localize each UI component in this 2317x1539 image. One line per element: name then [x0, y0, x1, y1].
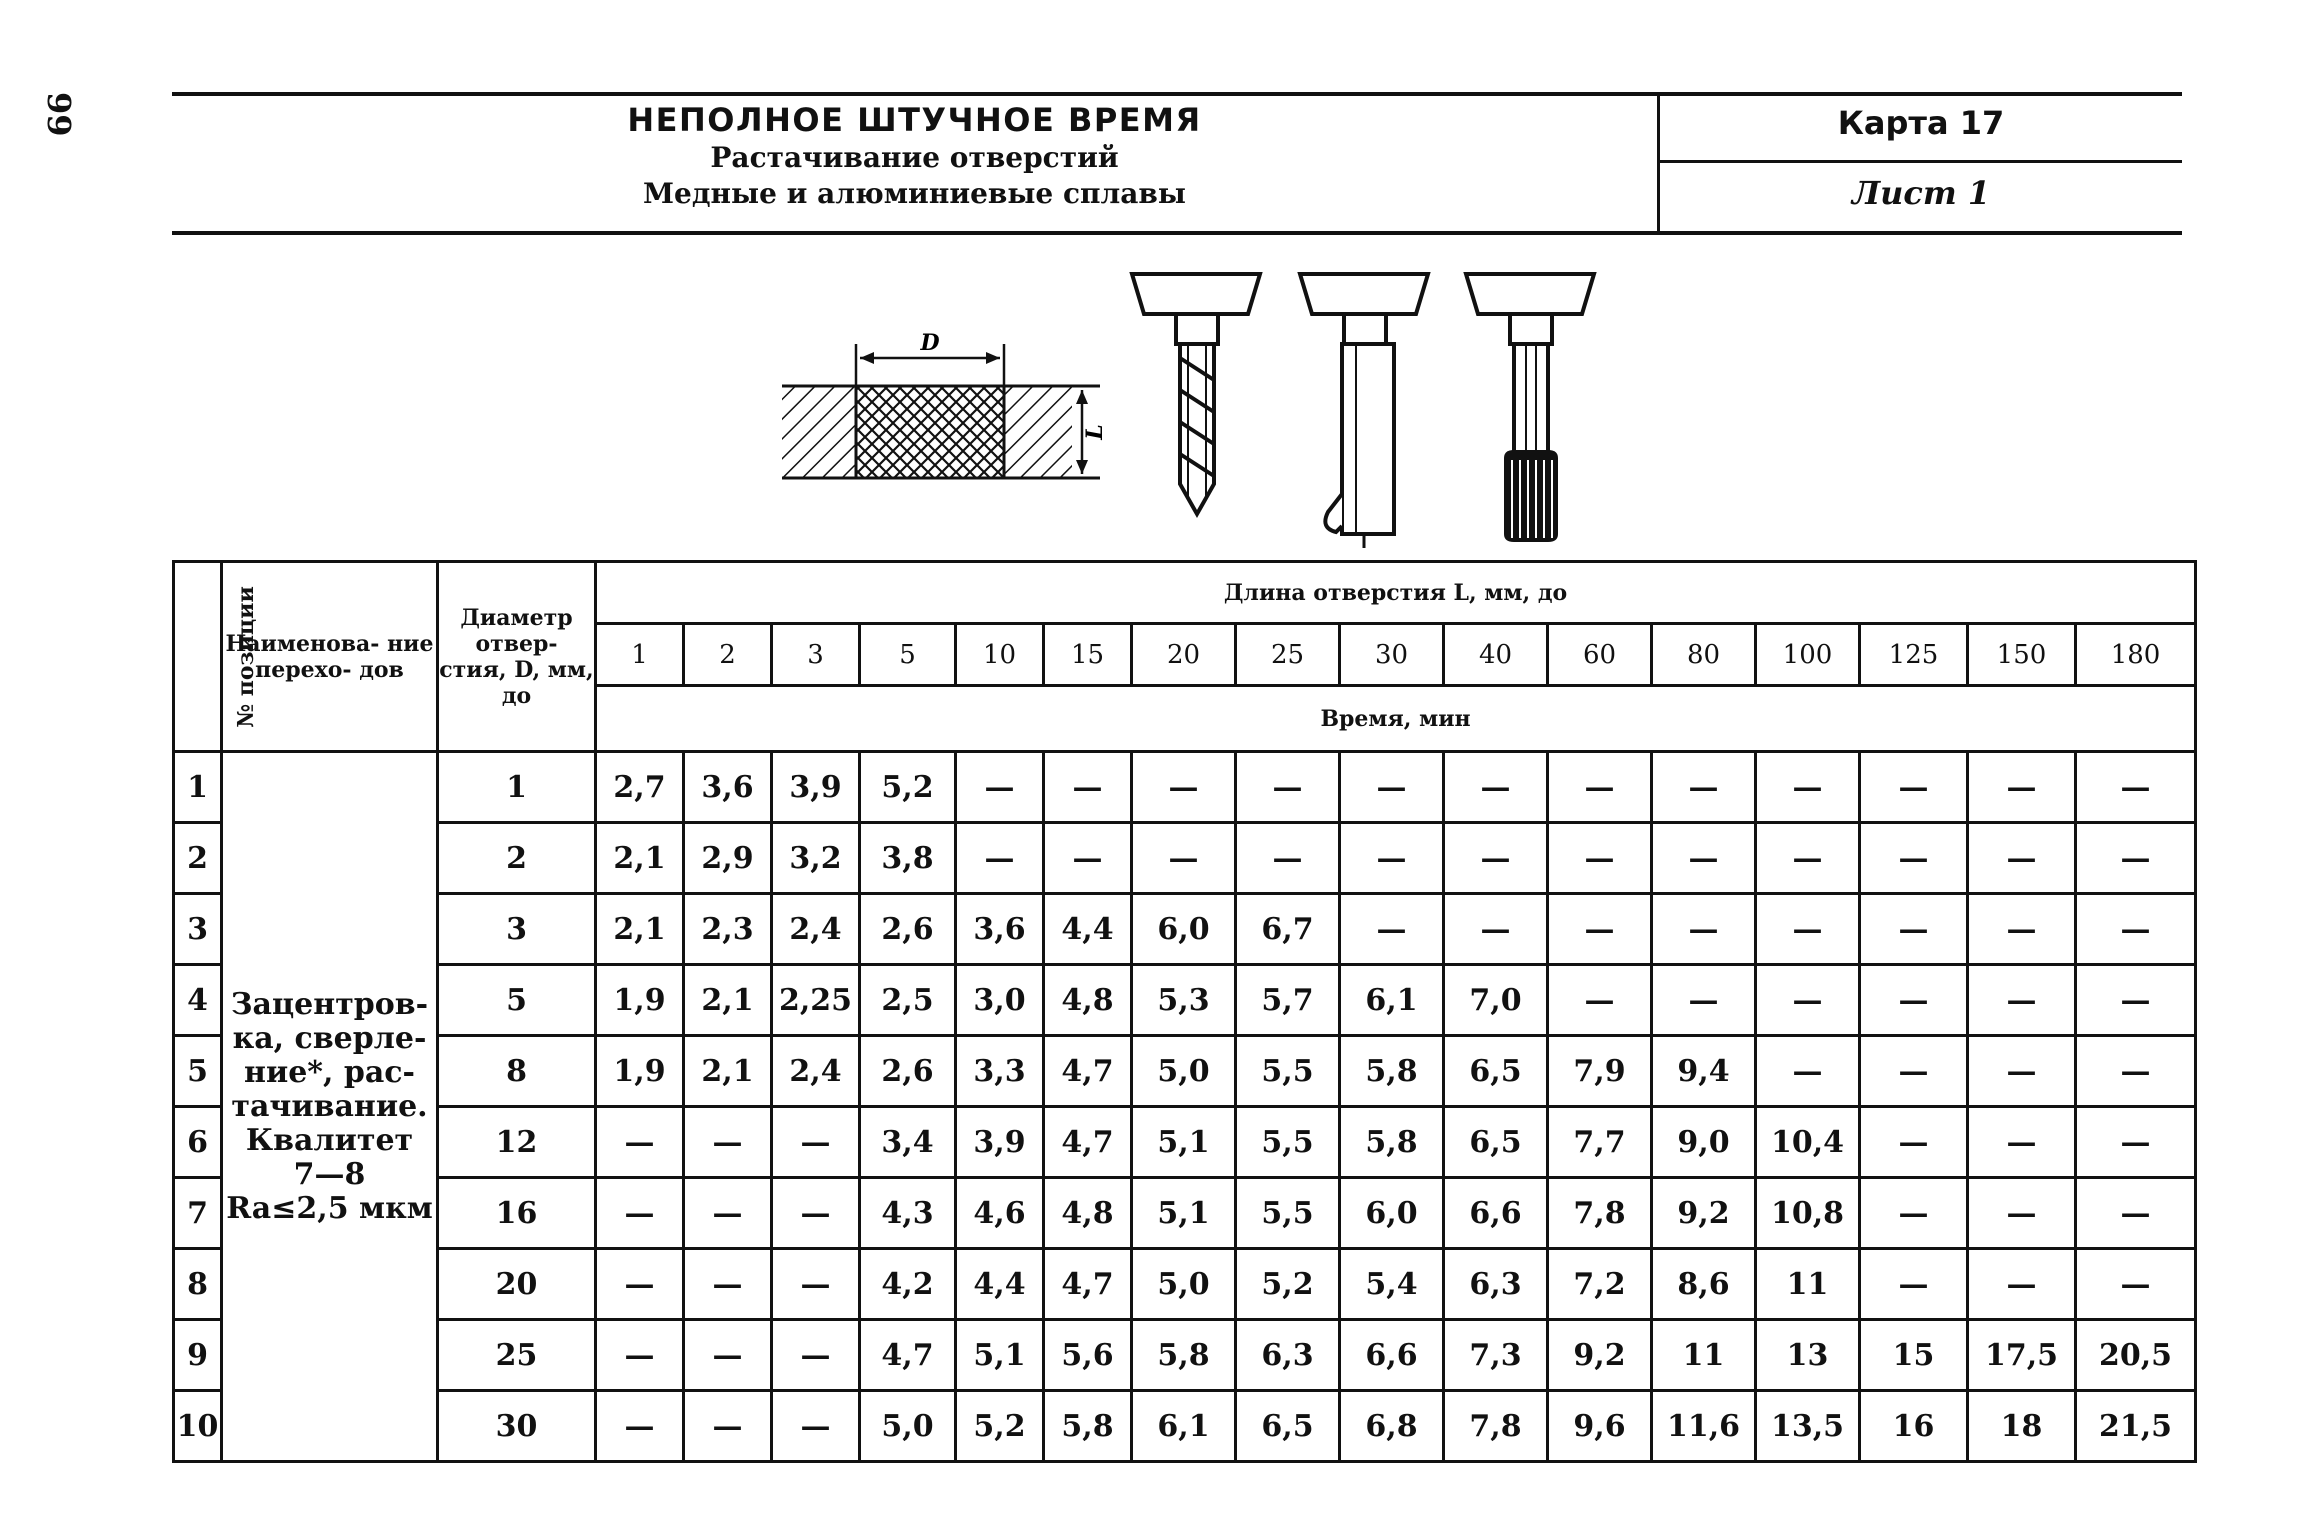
- operation-name-line: 7—8: [293, 1156, 366, 1192]
- time-value-cell: —: [1756, 1036, 1860, 1107]
- time-value-cell: 3,3: [956, 1036, 1044, 1107]
- time-value-cell: —: [1968, 1249, 2076, 1320]
- time-value-cell: 5,5: [1236, 1107, 1340, 1178]
- time-value-cell: 2,9: [684, 823, 772, 894]
- page-number: 99: [40, 92, 78, 137]
- time-value-cell: 2,6: [860, 1036, 956, 1107]
- time-value-cell: —: [2076, 894, 2196, 965]
- time-value-cell: 5,8: [1132, 1320, 1236, 1391]
- time-value-cell: 6,5: [1236, 1391, 1340, 1462]
- position-cell: 2: [174, 823, 222, 894]
- time-value-cell: 5,8: [1044, 1391, 1132, 1462]
- time-value-cell: 3,2: [772, 823, 860, 894]
- time-value-cell: —: [1236, 752, 1340, 823]
- time-value-cell: —: [1652, 823, 1756, 894]
- diameter-column-header: Диаметр отвер- стия, D, мм, до: [438, 562, 596, 752]
- header-title-block: [172, 100, 1657, 212]
- time-value-cell: 9,0: [1652, 1107, 1756, 1178]
- time-value-cell: 6,5: [1444, 1107, 1548, 1178]
- time-value-cell: 5,2: [1236, 1249, 1340, 1320]
- time-value-cell: 11: [1756, 1249, 1860, 1320]
- time-value-cell: —: [1132, 823, 1236, 894]
- length-header-cell: 60: [1548, 624, 1652, 686]
- time-value-cell: —: [596, 1249, 684, 1320]
- time-value-cell: —: [684, 1320, 772, 1391]
- time-value-cell: 6,5: [1444, 1036, 1548, 1107]
- diameter-cell: 1: [438, 752, 596, 823]
- time-value-cell: 4,7: [1044, 1249, 1132, 1320]
- time-value-cell: —: [1340, 823, 1444, 894]
- length-header-cell: 2: [684, 624, 772, 686]
- operation-name-cell: [222, 752, 438, 1462]
- time-value-cell: —: [1548, 823, 1652, 894]
- operation-name-line: Квалитет: [245, 1122, 414, 1158]
- time-value-cell: 13,5: [1756, 1391, 1860, 1462]
- time-value-cell: 6,0: [1340, 1178, 1444, 1249]
- table-body: [174, 752, 2196, 1462]
- time-value-cell: 7,9: [1548, 1036, 1652, 1107]
- diameter-cell: 2: [438, 823, 596, 894]
- header-bottom-rule: [172, 231, 2182, 235]
- dimension-l-label: L: [1082, 424, 1108, 440]
- operation-name-line: ние*, рас-: [243, 1054, 415, 1090]
- time-value-cell: —: [1548, 894, 1652, 965]
- time-value-cell: 5,6: [1044, 1320, 1132, 1391]
- diameter-cell: 25: [438, 1320, 596, 1391]
- position-cell: 7: [174, 1178, 222, 1249]
- length-header-cell: 20: [1132, 624, 1236, 686]
- time-value-cell: 1,9: [596, 965, 684, 1036]
- time-value-cell: —: [772, 1178, 860, 1249]
- time-value-cell: 2,1: [684, 1036, 772, 1107]
- time-value-cell: 7,8: [1444, 1391, 1548, 1462]
- time-value-cell: 2,6: [860, 894, 956, 965]
- time-value-cell: 3,9: [956, 1107, 1044, 1178]
- table-row: [174, 1036, 2196, 1107]
- card-number: Карта 17: [1837, 104, 2005, 142]
- position-cell: 4: [174, 965, 222, 1036]
- diameter-cell: 12: [438, 1107, 596, 1178]
- time-value-cell: —: [1132, 752, 1236, 823]
- time-value-cell: 9,6: [1548, 1391, 1652, 1462]
- time-value-cell: 2,3: [684, 894, 772, 965]
- time-value-cell: 9,2: [1548, 1320, 1652, 1391]
- operation-name-line: Зацентров-: [230, 986, 429, 1022]
- time-value-cell: —: [1756, 823, 1860, 894]
- time-value-cell: 2,1: [596, 823, 684, 894]
- time-value-cell: 3,6: [684, 752, 772, 823]
- time-value-cell: 13: [1756, 1320, 1860, 1391]
- workpiece-section: [782, 330, 1108, 478]
- length-header-cell: 150: [1968, 624, 2076, 686]
- table-row: [174, 965, 2196, 1036]
- diameter-cell: 5: [438, 965, 596, 1036]
- table-row: [174, 1391, 2196, 1462]
- table-row: [174, 1178, 2196, 1249]
- time-value-cell: 9,4: [1652, 1036, 1756, 1107]
- time-value-cell: —: [2076, 1107, 2196, 1178]
- time-value-cell: —: [1652, 752, 1756, 823]
- time-value-cell: 18: [1968, 1391, 2076, 1462]
- reamer-tool-icon: [1466, 274, 1594, 542]
- card-divider: [1660, 160, 2182, 163]
- length-header-cell: 100: [1756, 624, 1860, 686]
- time-value-cell: —: [1340, 752, 1444, 823]
- length-header-cell: 1: [596, 624, 684, 686]
- position-cell: 8: [174, 1249, 222, 1320]
- length-header-cell: 125: [1860, 624, 1968, 686]
- time-norms-table: [172, 560, 2197, 1463]
- time-value-cell: 21,5: [2076, 1391, 2196, 1462]
- position-cell: 6: [174, 1107, 222, 1178]
- time-value-cell: 7,3: [1444, 1320, 1548, 1391]
- time-value-cell: 4,8: [1044, 965, 1132, 1036]
- time-value-cell: 6,8: [1340, 1391, 1444, 1462]
- time-value-cell: 5,3: [1132, 965, 1236, 1036]
- time-value-cell: —: [1860, 752, 1968, 823]
- time-value-cell: —: [1756, 965, 1860, 1036]
- time-value-cell: 17,5: [1968, 1320, 2076, 1391]
- time-value-cell: —: [956, 823, 1044, 894]
- time-value-cell: 6,0: [1132, 894, 1236, 965]
- time-value-cell: —: [1860, 894, 1968, 965]
- time-value-cell: —: [684, 1107, 772, 1178]
- time-value-cell: —: [596, 1320, 684, 1391]
- time-value-cell: 6,3: [1444, 1249, 1548, 1320]
- time-value-cell: 5,8: [1340, 1036, 1444, 1107]
- operation-name-line: Ra≤2,5 мкм: [226, 1190, 433, 1226]
- length-header-cell: 40: [1444, 624, 1548, 686]
- time-value-cell: —: [1236, 823, 1340, 894]
- time-value-cell: 3,9: [772, 752, 860, 823]
- time-value-cell: —: [1548, 965, 1652, 1036]
- time-value-cell: —: [2076, 965, 2196, 1036]
- length-header-cell: 180: [2076, 624, 2196, 686]
- position-cell: 3: [174, 894, 222, 965]
- time-value-cell: —: [1756, 894, 1860, 965]
- time-value-cell: 5,0: [1132, 1036, 1236, 1107]
- time-value-cell: 5,0: [1132, 1249, 1236, 1320]
- time-value-cell: —: [772, 1391, 860, 1462]
- time-value-cell: —: [1444, 752, 1548, 823]
- time-value-cell: —: [772, 1107, 860, 1178]
- time-value-cell: 5,7: [1236, 965, 1340, 1036]
- time-value-cell: 4,7: [860, 1320, 956, 1391]
- time-value-cell: 2,1: [596, 894, 684, 965]
- page-subtitle-operation: Растачивание отверстий: [710, 141, 1119, 174]
- time-value-cell: 5,1: [1132, 1107, 1236, 1178]
- time-value-cell: —: [2076, 823, 2196, 894]
- drill-tool-icon: [1132, 274, 1260, 514]
- time-value-cell: —: [596, 1178, 684, 1249]
- boring-cutter-icon: [1300, 274, 1428, 548]
- time-value-cell: —: [1968, 965, 2076, 1036]
- time-value-cell: 11,6: [1652, 1391, 1756, 1462]
- time-value-cell: —: [1548, 752, 1652, 823]
- length-header-cell: 10: [956, 624, 1044, 686]
- time-value-cell: —: [1044, 752, 1132, 823]
- time-value-cell: 3,4: [860, 1107, 956, 1178]
- time-value-cell: 6,1: [1132, 1391, 1236, 1462]
- time-value-cell: 2,25: [772, 965, 860, 1036]
- time-value-cell: —: [1968, 752, 2076, 823]
- time-value-cell: 4,4: [956, 1249, 1044, 1320]
- diameter-cell: 8: [438, 1036, 596, 1107]
- time-value-cell: 20,5: [2076, 1320, 2196, 1391]
- time-value-cell: 5,2: [860, 752, 956, 823]
- time-value-cell: —: [1860, 965, 1968, 1036]
- time-value-cell: —: [1444, 823, 1548, 894]
- time-value-cell: 2,4: [772, 894, 860, 965]
- time-value-cell: —: [1444, 894, 1548, 965]
- operation-name-line: ка, сверле-: [232, 1020, 427, 1056]
- time-value-cell: 5,1: [956, 1320, 1044, 1391]
- time-value-cell: —: [1860, 823, 1968, 894]
- time-value-cell: —: [1044, 823, 1132, 894]
- time-value-cell: 4,6: [956, 1178, 1044, 1249]
- table-row: [174, 1320, 2196, 1391]
- time-value-cell: —: [772, 1249, 860, 1320]
- time-value-cell: 7,7: [1548, 1107, 1652, 1178]
- tool-illustrations: [760, 262, 1620, 552]
- time-value-cell: 4,8: [1044, 1178, 1132, 1249]
- time-value-cell: —: [2076, 1178, 2196, 1249]
- time-value-cell: 10,8: [1756, 1178, 1860, 1249]
- time-value-cell: 5,2: [956, 1391, 1044, 1462]
- time-value-cell: 4,3: [860, 1178, 956, 1249]
- time-value-cell: —: [2076, 752, 2196, 823]
- time-value-cell: —: [772, 1320, 860, 1391]
- dimension-d-label: D: [920, 330, 940, 356]
- time-value-cell: 15: [1860, 1320, 1968, 1391]
- time-value-cell: 6,6: [1340, 1320, 1444, 1391]
- table-row: [174, 752, 2196, 823]
- time-value-cell: —: [2076, 1036, 2196, 1107]
- time-value-cell: —: [596, 1107, 684, 1178]
- time-value-cell: 4,4: [1044, 894, 1132, 965]
- page-title: НЕПОЛНОЕ ШТУЧНОЕ ВРЕМЯ: [627, 101, 1202, 139]
- operation-name-line: тачивание.: [231, 1088, 428, 1124]
- time-value-cell: —: [1968, 823, 2076, 894]
- time-value-cell: —: [1968, 894, 2076, 965]
- time-value-cell: —: [596, 1391, 684, 1462]
- time-value-cell: —: [1756, 752, 1860, 823]
- time-value-cell: 11: [1652, 1320, 1756, 1391]
- time-value-cell: 8,6: [1652, 1249, 1756, 1320]
- time-value-cell: 4,7: [1044, 1036, 1132, 1107]
- table-row: [174, 894, 2196, 965]
- time-value-cell: 5,1: [1132, 1178, 1236, 1249]
- time-value-cell: 5,5: [1236, 1178, 1340, 1249]
- time-value-cell: 6,7: [1236, 894, 1340, 965]
- time-value-cell: 7,2: [1548, 1249, 1652, 1320]
- time-value-cell: —: [684, 1178, 772, 1249]
- table-row: [174, 1107, 2196, 1178]
- time-value-cell: —: [1968, 1036, 2076, 1107]
- time-value-cell: 3,8: [860, 823, 956, 894]
- time-value-cell: 4,2: [860, 1249, 956, 1320]
- position-cell: 5: [174, 1036, 222, 1107]
- diameter-cell: 30: [438, 1391, 596, 1462]
- time-value-cell: —: [1968, 1107, 2076, 1178]
- diameter-cell: 16: [438, 1178, 596, 1249]
- time-value-cell: 9,2: [1652, 1178, 1756, 1249]
- time-value-cell: —: [1860, 1249, 1968, 1320]
- time-value-cell: —: [1340, 894, 1444, 965]
- time-value-cell: 6,1: [1340, 965, 1444, 1036]
- time-value-cell: 7,0: [1444, 965, 1548, 1036]
- time-value-cell: —: [2076, 1249, 2196, 1320]
- length-header-cell: 80: [1652, 624, 1756, 686]
- time-value-cell: —: [1968, 1178, 2076, 1249]
- time-value-cell: 2,1: [684, 965, 772, 1036]
- position-column-header: № позиции: [174, 562, 222, 752]
- time-value-cell: 5,8: [1340, 1107, 1444, 1178]
- length-header-cell: 3: [772, 624, 860, 686]
- time-value-cell: 16: [1860, 1391, 1968, 1462]
- length-group-header: Длина отверстия L, мм, до: [596, 562, 2196, 624]
- table-row: [174, 823, 2196, 894]
- time-value-cell: 5,5: [1236, 1036, 1340, 1107]
- time-value-cell: —: [684, 1249, 772, 1320]
- time-value-cell: 3,0: [956, 965, 1044, 1036]
- time-value-cell: —: [1652, 894, 1756, 965]
- position-cell: 1: [174, 752, 222, 823]
- sheet-number: Лист 1: [1851, 174, 1991, 212]
- time-value-cell: 6,6: [1444, 1178, 1548, 1249]
- time-value-cell: 5,0: [860, 1391, 956, 1462]
- time-unit-header: Время, мин: [596, 686, 2196, 752]
- length-header-cell: 30: [1340, 624, 1444, 686]
- diameter-cell: 3: [438, 894, 596, 965]
- time-value-cell: 1,9: [596, 1036, 684, 1107]
- table-row: [174, 1249, 2196, 1320]
- length-header-cell: 5: [860, 624, 956, 686]
- time-value-cell: —: [1860, 1178, 1968, 1249]
- time-value-cell: 2,7: [596, 752, 684, 823]
- operation-column-header: Наименова- ние перехо- дов: [222, 562, 438, 752]
- time-value-cell: 2,5: [860, 965, 956, 1036]
- time-value-cell: 10,4: [1756, 1107, 1860, 1178]
- time-value-cell: 7,8: [1548, 1178, 1652, 1249]
- time-value-cell: —: [956, 752, 1044, 823]
- time-value-cell: 4,7: [1044, 1107, 1132, 1178]
- time-value-cell: —: [1860, 1036, 1968, 1107]
- header-top-rule: [172, 92, 2182, 96]
- position-cell: 10: [174, 1391, 222, 1462]
- length-header-cell: 15: [1044, 624, 1132, 686]
- time-value-cell: 5,4: [1340, 1249, 1444, 1320]
- diameter-cell: 20: [438, 1249, 596, 1320]
- page-subtitle-material: Медные и алюминиевые сплавы: [643, 177, 1186, 210]
- time-value-cell: 3,6: [956, 894, 1044, 965]
- time-value-cell: 2,4: [772, 1036, 860, 1107]
- time-value-cell: —: [1860, 1107, 1968, 1178]
- length-header-cell: 25: [1236, 624, 1340, 686]
- time-value-cell: 6,3: [1236, 1320, 1340, 1391]
- time-value-cell: —: [1652, 965, 1756, 1036]
- time-value-cell: —: [684, 1391, 772, 1462]
- position-cell: 9: [174, 1320, 222, 1391]
